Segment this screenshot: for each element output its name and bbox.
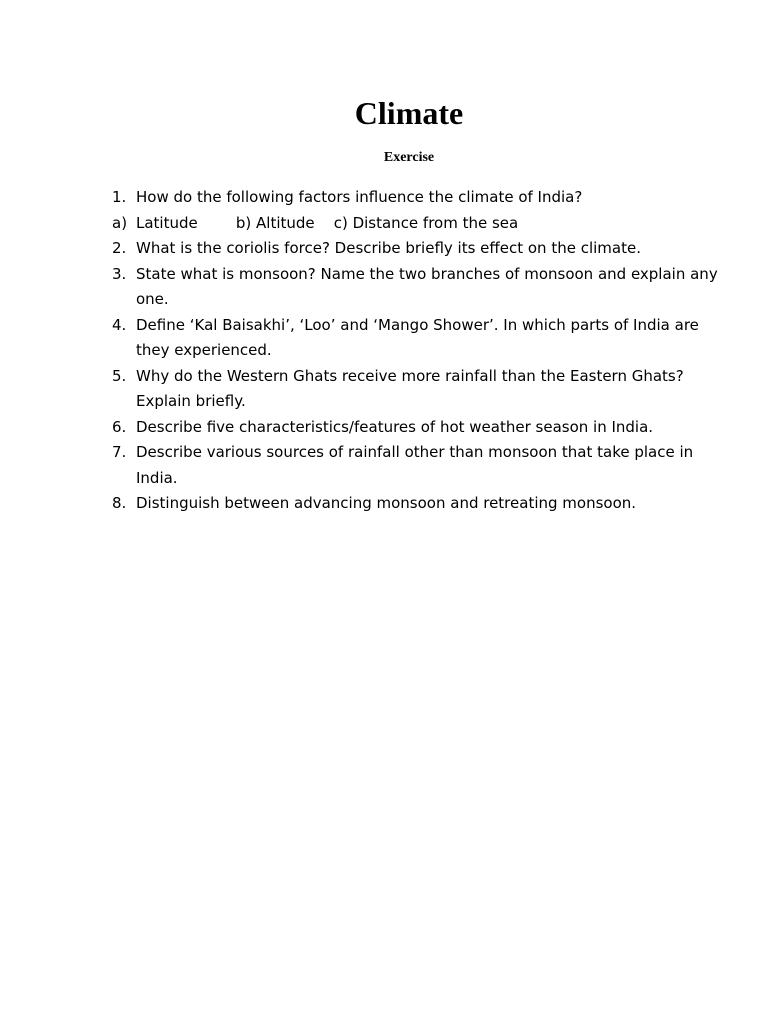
list-item-marker: 8. — [112, 494, 127, 512]
list-item-marker: 6. — [112, 417, 127, 436]
list-item-marker: a) — [112, 213, 128, 232]
list-item-marker: 5. — [112, 366, 127, 385]
list-item-marker: 1. — [112, 188, 127, 206]
list-item-text: Why do the Western Ghats receive more rainfall than the Eastern Ghats? Explain briefly. — [136, 366, 689, 410]
list-item-text: Describe five characteristics/features of hot weather season in India. — [136, 417, 654, 436]
list-item-marker: 3. — [112, 264, 127, 283]
list-item-text: Distinguish between advancing monsoon and retreating monsoon. — [136, 494, 637, 512]
list-item — [112, 440, 732, 491]
list-item-marker: 4. — [112, 315, 127, 334]
list-item-text: Latitude b) Altitude c) Distance from the sea — [136, 213, 519, 232]
list-item-text: Describe various sources of rainfall other than monsoon that take place in India. — [136, 443, 698, 487]
page-title: Climate — [354, 95, 464, 131]
list-item — [112, 185, 732, 211]
list-item-marker: 7. — [112, 443, 127, 461]
list-item-marker: 2. — [112, 239, 127, 257]
list-item — [112, 415, 732, 441]
list-item-text: Define ‘Kal Baisakhi’, ‘Loo’ and ‘Mango Shower’. In which parts of India are they experienced. — [136, 315, 704, 359]
list-item-text: State what is monsoon? Name the two branches of monsoon and explain any one. — [136, 264, 723, 308]
list-item — [112, 491, 732, 517]
list-item-text: What is the coriolis force? Describe briefly its effect on the climate. — [136, 239, 641, 257]
list-item — [112, 236, 732, 262]
list-item — [112, 313, 732, 364]
list-item — [112, 262, 732, 313]
page-subtitle: Exercise — [383, 150, 435, 165]
list-item — [112, 364, 732, 415]
list-item — [112, 211, 732, 237]
exercise-list — [112, 185, 732, 517]
list-item-text: How do the following factors influence the climate of India? — [136, 188, 583, 206]
